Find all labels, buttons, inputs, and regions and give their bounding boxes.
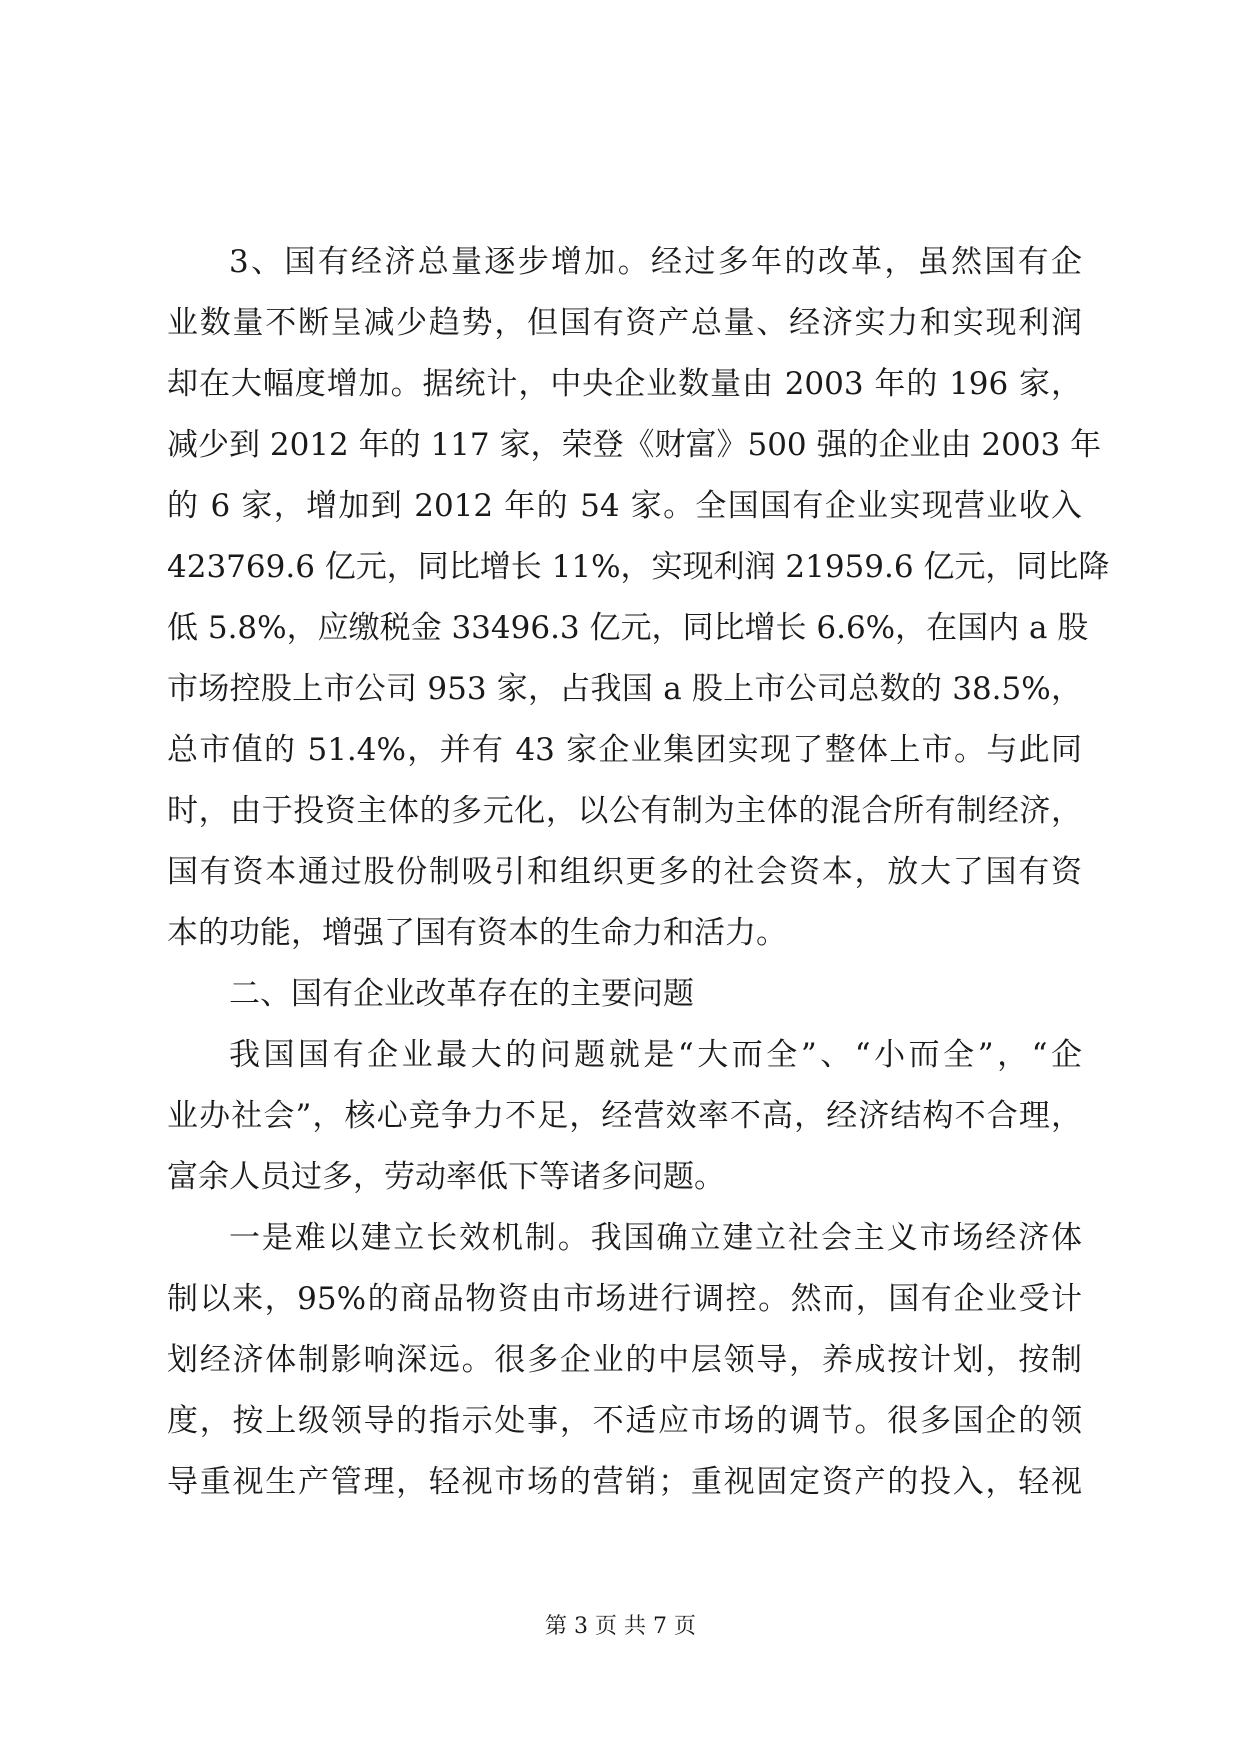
- text-line: 本的功能，增强了国有资本的生命力和活力。: [167, 915, 787, 951]
- text-line: 市场控股上市公司 953 家，占我国 a 股上市公司总数的 38.5%，: [167, 671, 1082, 707]
- text-line: 的 6 家，增加到 2012 年的 54 家。全国国有企业实现营业收入: [167, 488, 1082, 524]
- text-line: 时，由于投资主体的多元化，以公有制为主体的混合所有制经济，: [167, 793, 1082, 829]
- document-body: [167, 232, 1110, 1513]
- text-line: 国有资本通过股份制吸引和组织更多的社会资本，放大了国有资: [167, 854, 1082, 890]
- text-line: 我国国有企业最大的问题就是“大而全”、“小而全”，“企: [229, 1037, 1082, 1073]
- text-line: 划经济体制影响深远。很多企业的中层领导，养成按计划，按制: [167, 1342, 1082, 1378]
- text-line: 制以来，95%的商品物资由市场进行调控。然而，国有企业受计: [167, 1281, 1082, 1317]
- text-line: 业数量不断呈减少趋势，但国有资产总量、经济实力和实现利润: [167, 305, 1082, 341]
- text-line: 度，按上级领导的指示处事，不适应市场的调节。很多国企的领: [167, 1403, 1082, 1439]
- text-line: 业办社会”，核心竞争力不足，经营效率不高，经济结构不合理，: [167, 1098, 1082, 1134]
- text-line: 3、国有经济总量逐步增加。经过多年的改革，虽然国有企: [229, 244, 1082, 280]
- text-line: 423769.6 亿元，同比增长 11%，实现利润 21959.6 亿元，同比降: [167, 549, 1110, 585]
- text-line: 却在大幅度增加。据统计，中央企业数量由 2003 年的 196 家，: [167, 366, 1082, 402]
- text-line: 减少到 2012 年的 117 家，荣登《财富》500 强的企业由 2003 年: [167, 427, 1102, 463]
- text-line: 低 5.8%，应缴税金 33496.3 亿元，同比增长 6.6%，在国内 a 股: [167, 610, 1089, 646]
- page-number-footer: 第 3 页 共 7 页: [545, 1614, 696, 1639]
- section-heading: 二、国有企业改革存在的主要问题: [229, 976, 694, 1012]
- text-line: 一是难以建立长效机制。我国确立建立社会主义市场经济体: [229, 1220, 1082, 1256]
- text-line: 导重视生产管理，轻视市场的营销；重视固定资产的投入，轻视: [167, 1464, 1082, 1500]
- text-line: 总市值的 51.4%，并有 43 家企业集团实现了整体上市。与此同: [167, 732, 1082, 768]
- text-line: 富余人员过多，劳动率低下等诸多问题。: [167, 1159, 725, 1195]
